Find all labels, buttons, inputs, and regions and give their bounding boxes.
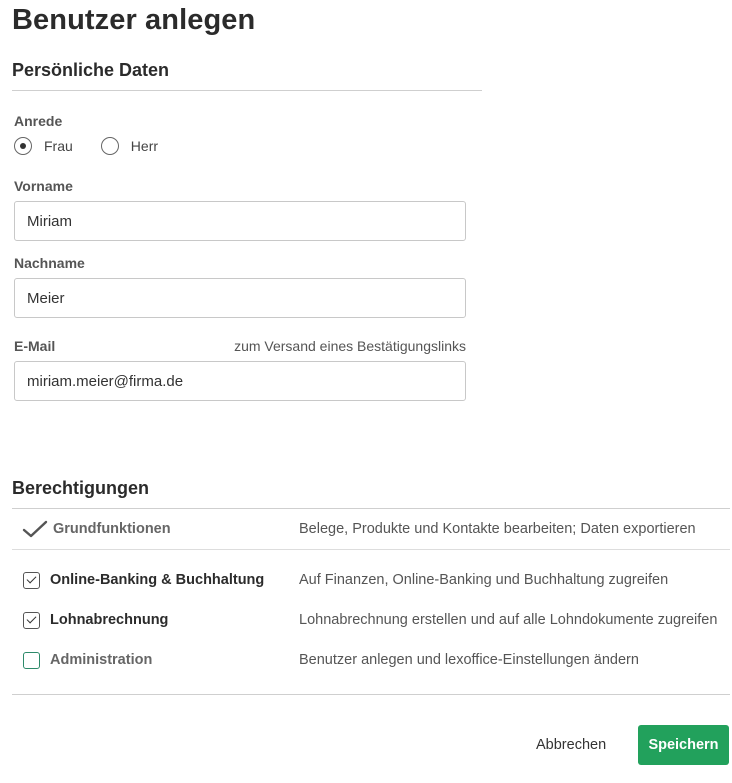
permission-description: Lohnabrechnung erstellen und auf alle Lohndokumente zugreifen <box>299 612 718 628</box>
radio-frau[interactable] <box>14 137 32 155</box>
personal-data-divider <box>12 90 482 91</box>
permission-name: Lohnabrechnung <box>50 612 169 628</box>
permission-name: Online-Banking & Buchhaltung <box>50 572 265 588</box>
permission-name: Administration <box>50 652 153 668</box>
permission-row-grundfunktionen <box>12 517 730 541</box>
checkmark-icon <box>22 520 48 538</box>
lastname-input[interactable] <box>14 278 466 318</box>
radio-frau-label: Frau <box>44 138 73 154</box>
radio-herr[interactable] <box>101 137 119 155</box>
permission-description: Auf Finanzen, Online-Banking und Buchhaltung zugreifen <box>299 572 669 588</box>
permission-name: Grundfunktionen <box>53 521 171 537</box>
firstname-input[interactable] <box>14 201 466 241</box>
salutation-label: Anrede <box>14 113 63 129</box>
salutation-option-herr[interactable] <box>101 137 158 155</box>
permissions-heading: Berechtigungen <box>12 478 150 498</box>
salutation-option-frau[interactable] <box>14 137 73 155</box>
footer-divider <box>12 694 730 695</box>
email-input[interactable] <box>14 361 466 401</box>
permission-row-lohnabrechnung[interactable] <box>12 608 730 632</box>
permission-row-administration[interactable] <box>12 648 730 672</box>
lastname-label: Nachname <box>14 255 85 271</box>
checkbox-administration[interactable] <box>23 652 40 669</box>
personal-data-heading: Persönliche Daten <box>12 60 170 80</box>
salutation-radio-group <box>14 136 186 156</box>
permissions-divider-top <box>12 508 730 509</box>
email-hint: zum Versand eines Bestätigungslinks <box>234 338 466 354</box>
cancel-button[interactable]: Abbrechen <box>536 732 606 758</box>
permission-description: Belege, Produkte und Kontakte bearbeiten; Daten exportieren <box>299 521 696 537</box>
permissions-divider-inner <box>12 549 730 550</box>
save-button[interactable]: Speichern <box>638 725 729 765</box>
radio-herr-label: Herr <box>130 138 159 154</box>
firstname-label: Vorname <box>14 178 73 194</box>
email-label: E-Mail <box>14 338 56 354</box>
checkbox-lohnabrechnung[interactable] <box>23 612 40 629</box>
permission-description: Benutzer anlegen und lexoffice-Einstellungen ändern <box>299 652 639 668</box>
page-title: Benutzer anlegen <box>12 4 256 36</box>
checkbox-online-banking[interactable] <box>23 572 40 589</box>
permission-row-online-banking[interactable] <box>12 568 730 592</box>
